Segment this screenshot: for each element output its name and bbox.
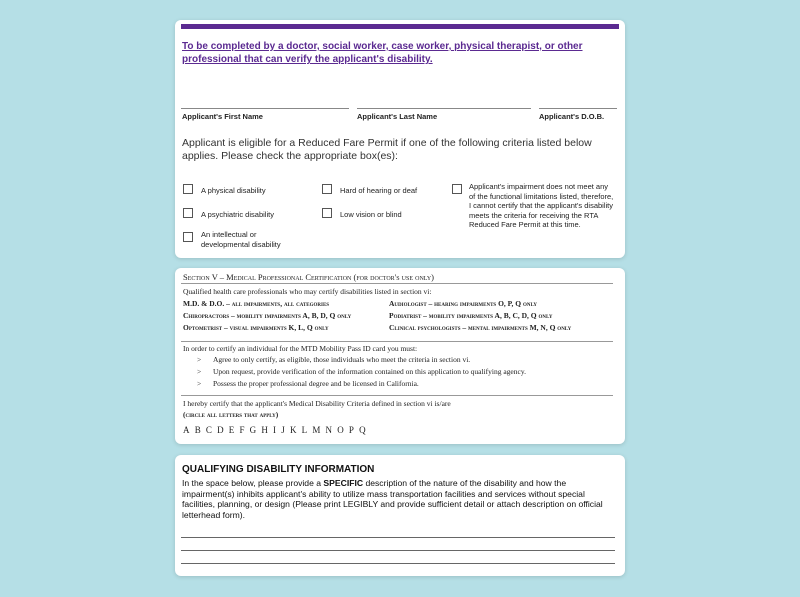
last-name-line[interactable] [357, 108, 531, 109]
last-name-label: Applicant's Last Name [357, 112, 438, 121]
qualifying-instructions [182, 478, 614, 520]
letter-option[interactable]: P [348, 425, 354, 435]
writing-line[interactable] [181, 537, 615, 538]
first-name-label: Applicant's First Name [182, 112, 263, 121]
checkbox-vision[interactable] [322, 208, 332, 218]
writing-line[interactable] [181, 563, 615, 564]
checkbox-psychiatric-label: A psychiatric disability [201, 210, 274, 219]
letter-option[interactable]: G [249, 425, 257, 435]
specific-emphasis: SPECIFIC [323, 478, 364, 488]
letter-option[interactable]: C [205, 425, 212, 435]
accent-bar [181, 24, 619, 29]
medical-certification-card [175, 268, 625, 444]
instructions-text: description of the nature of the disability and how the impairment(s) inhibits applicant's ability to utilize mass transportation facilities and services without special facilities, planning, or design (Please print LEGIBLY and provide sufficient detail or attach description on official letterhead form). [182, 478, 603, 520]
qualifying-disability-card [175, 455, 625, 576]
first-name-line[interactable] [181, 108, 349, 109]
bullet: > [197, 367, 202, 376]
letter-option[interactable]: L [301, 425, 308, 435]
certify-statement: I hereby certify that the applicant's Medical Disability Criteria defined in section vi is/are [183, 399, 451, 408]
dob-label: Applicant's D.O.B. [539, 112, 605, 121]
requirement-item: Upon request, provide verification of the information contained on this application to qualifying agency. [213, 367, 526, 376]
professional-podiatrist: Podiatrist – mobility impairments A, B, C, D, Q only [389, 311, 553, 320]
bullet: > [197, 355, 202, 364]
letter-option[interactable]: J [281, 425, 285, 435]
divider [181, 395, 613, 396]
dob-line[interactable] [539, 108, 617, 109]
professional-psychologist: Clinical psychologists – mental impairments M, N, Q only [389, 323, 572, 332]
instructions-text: In the space below, please provide a [182, 478, 324, 488]
requirement-item: Agree to only certify, as eligible, those individuals who meet the criteria in section vi. [213, 355, 471, 364]
letter-option[interactable]: I [273, 425, 277, 435]
letter-option[interactable]: K [289, 425, 297, 435]
letter-option[interactable]: A [183, 425, 190, 435]
letter-option[interactable]: B [194, 425, 201, 435]
checkbox-psychiatric[interactable] [183, 208, 193, 218]
checkbox-intellectual[interactable] [183, 232, 193, 242]
certify-intro: In order to certify an individual for the MTD Mobility Pass ID card you must: [183, 344, 418, 353]
checkbox-hearing-label: Hard of hearing or deaf [340, 186, 418, 195]
professional-optometrist: Optometrist – visual impairments K, L, Q only [183, 323, 329, 332]
letter-option[interactable]: M [312, 425, 321, 435]
checkbox-intellectual-label: An intellectual or developmental disability [201, 230, 281, 249]
writing-line[interactable] [181, 550, 615, 551]
checkbox-hearing[interactable] [322, 184, 332, 194]
letter-option[interactable]: F [239, 425, 245, 435]
letter-option[interactable]: E [228, 425, 235, 435]
qualified-text: Qualified health care professionals who may certify disabilities listed in section vi: [183, 287, 432, 296]
checkbox-physical-label: A physical disability [201, 186, 266, 195]
professional-md: M.D. & D.O. – all impairments, all categories [183, 299, 330, 308]
bullet: > [197, 379, 202, 388]
professional-audiologist: Audiologist – hearing impairments O, P, Q only [389, 299, 538, 308]
checkbox-physical[interactable] [183, 184, 193, 194]
letter-option[interactable]: N [325, 425, 333, 435]
circle-instructions: (circle all letters that apply) [183, 410, 279, 419]
letter-option[interactable]: Q [359, 425, 366, 435]
divider [181, 283, 613, 284]
checkbox-not-eligible[interactable] [452, 184, 462, 194]
letter-option[interactable]: O [337, 425, 344, 435]
eligibility-card [175, 20, 625, 258]
professional-chiropractor: Chiropractors – mobility impairments A, B, D, Q only [183, 311, 352, 320]
criteria-letters [183, 425, 371, 435]
completion-instructions: To be completed by a doctor, social worker, case worker, physical therapist, or other professional that can verify the applicant's disability. [182, 41, 583, 65]
qualifying-title: QUALIFYING DISABILITY INFORMATION [182, 464, 375, 475]
letter-option[interactable]: H [261, 425, 268, 435]
checkbox-not-eligible-label: Applicant's impairment does not meet any of the functional limitations listed, therefore, I cannot certify that the applicant's disability meets the criteria for receiving the RTA Reduced Fare Permit at this time. [469, 182, 614, 229]
section-v-title: Section V – Medical Professional Certification (for doctor's use only) [183, 272, 435, 282]
requirement-item: Possess the proper professional degree and be licensed in California. [213, 379, 419, 388]
eligibility-intro: Applicant is eligible for a Reduced Fare Permit if one of the following criteria listed below applies. Please check the appropriate box(es): [182, 137, 592, 162]
letter-option[interactable]: D [217, 425, 224, 435]
divider [181, 341, 613, 342]
checkbox-vision-label: Low vision or blind [340, 210, 402, 219]
